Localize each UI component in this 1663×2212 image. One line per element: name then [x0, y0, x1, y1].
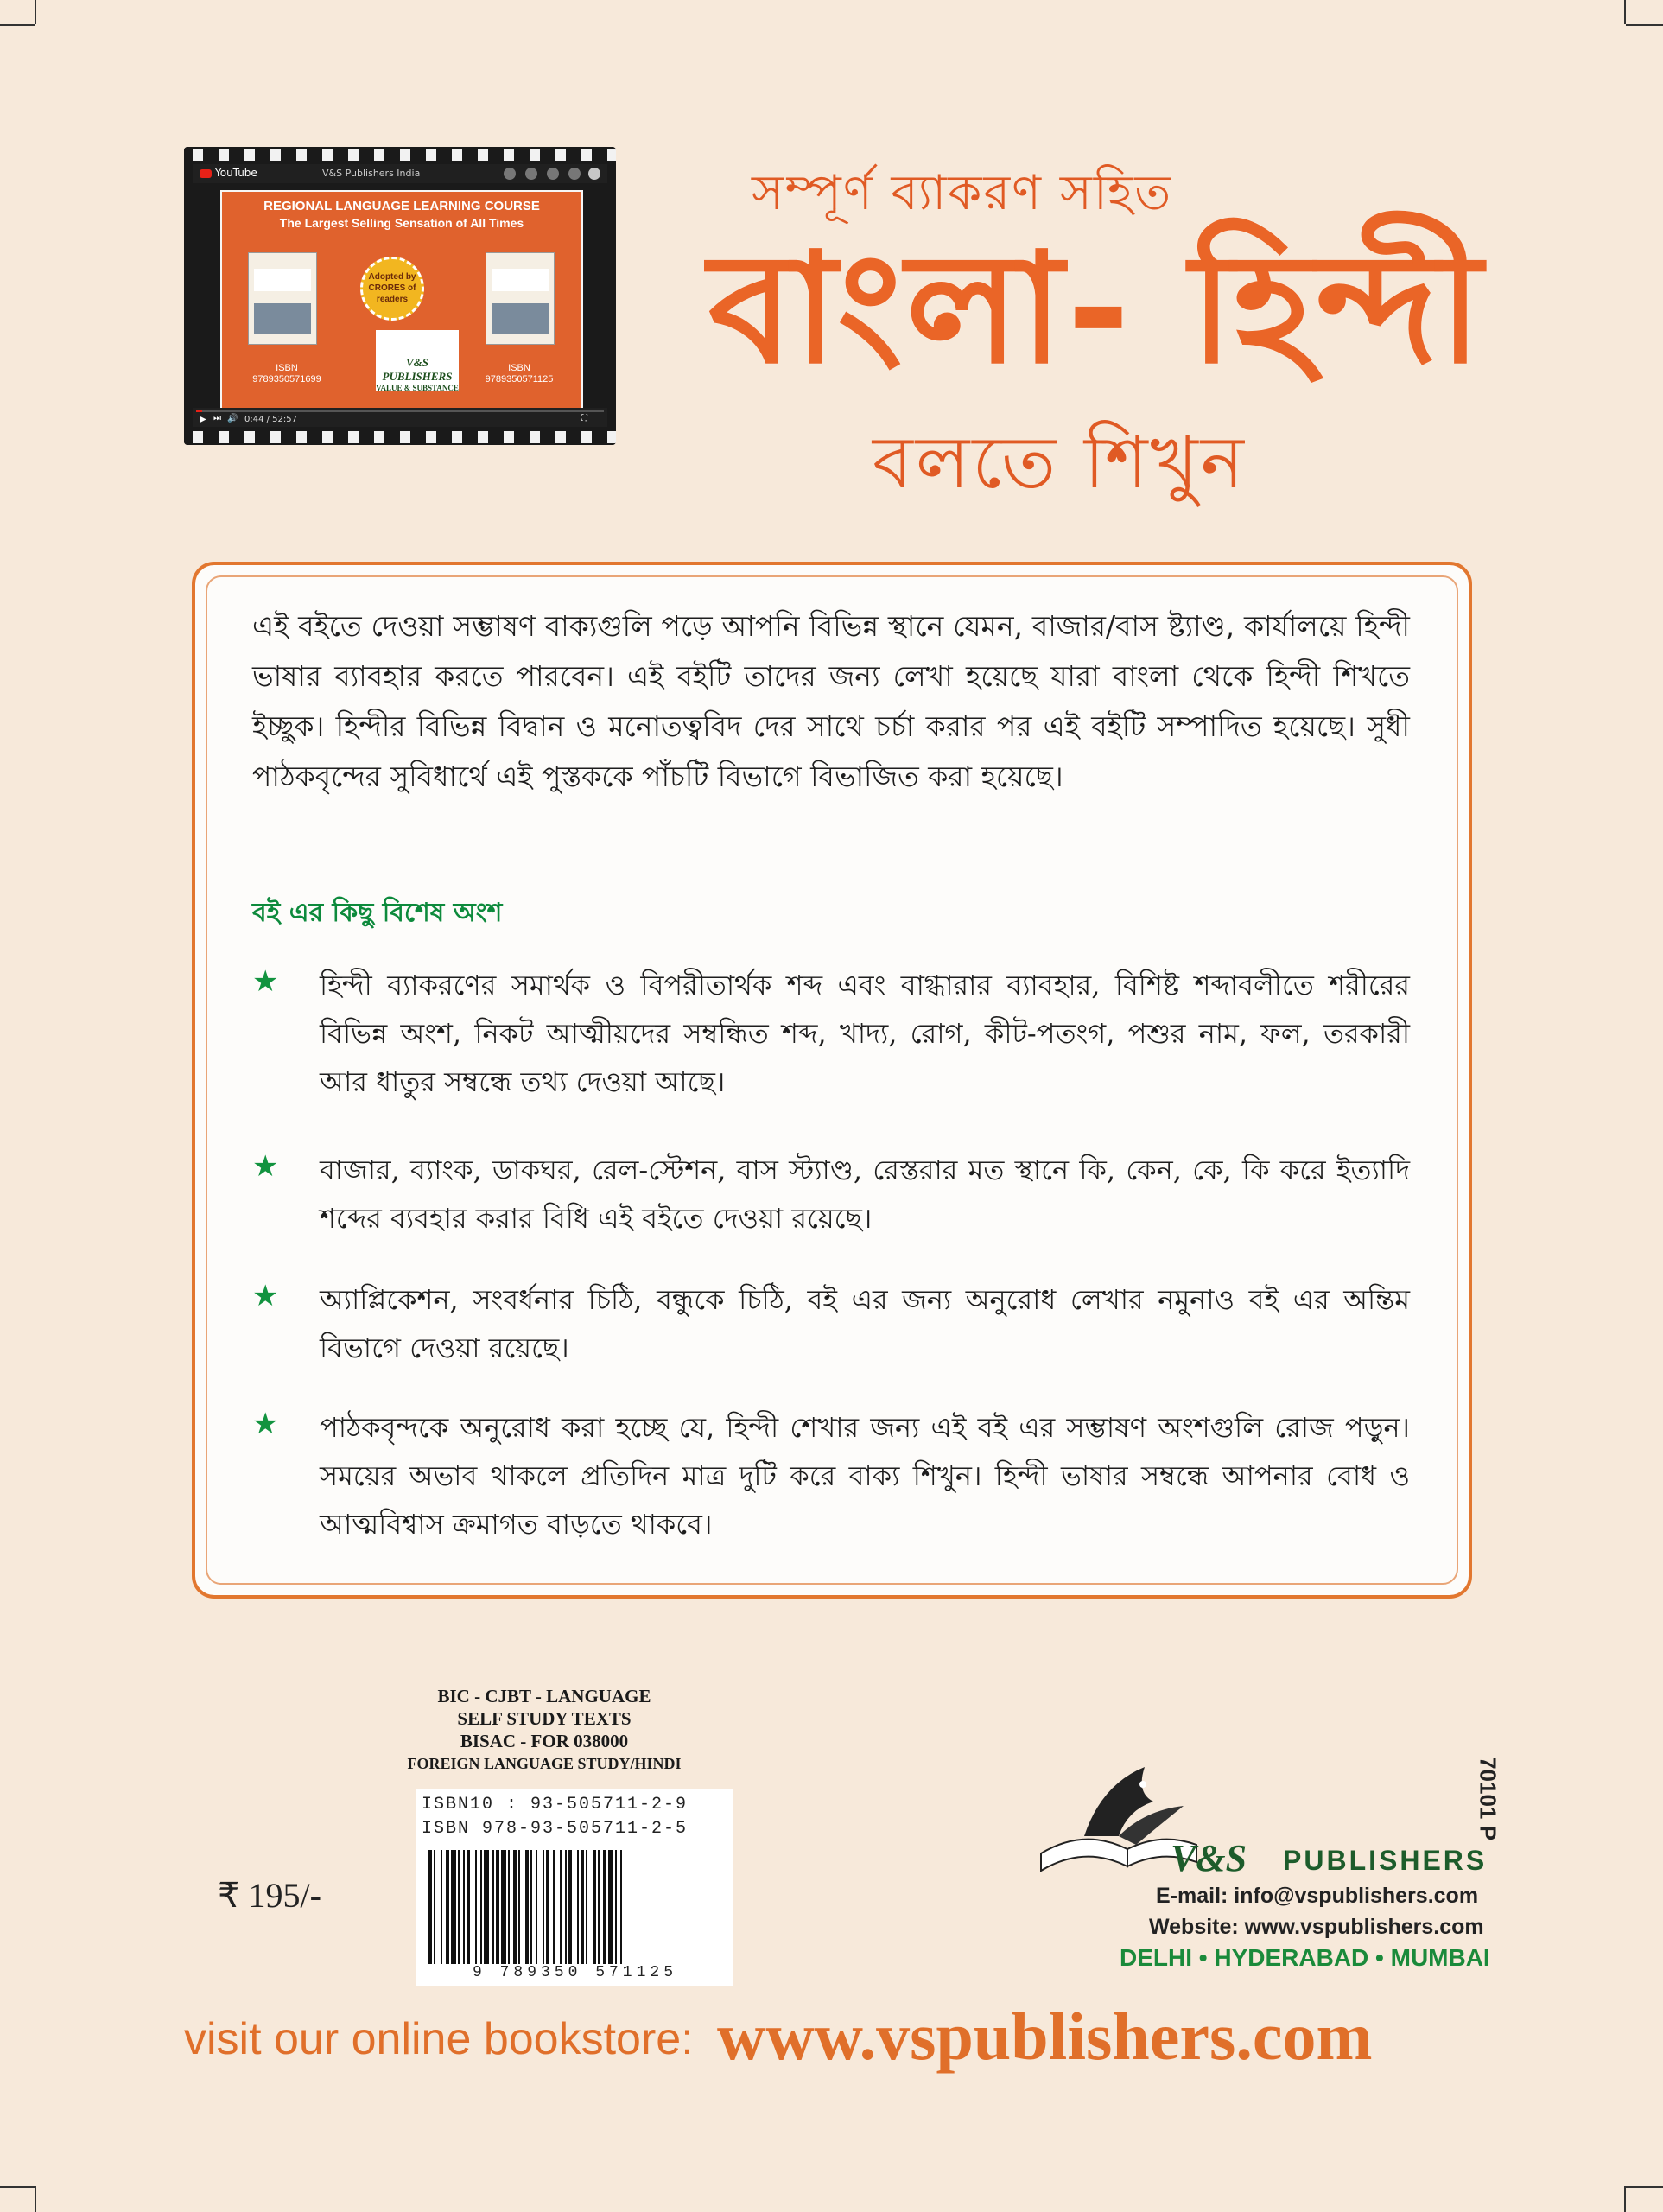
video-frame	[220, 190, 583, 411]
barcode-bar	[496, 1850, 499, 1964]
logo-line2: VALUE & SUBSTANCE	[376, 384, 459, 392]
barcode-bar	[451, 1850, 456, 1964]
barcode-bar	[568, 1850, 572, 1964]
youtube-top-bar	[193, 164, 607, 183]
video-controls[interactable]	[193, 408, 607, 427]
isbn-left	[248, 363, 326, 385]
video-thumbnail[interactable]	[184, 147, 616, 445]
video-time: 0:44 / 52:57	[244, 415, 298, 424]
youtube-label: YouTube	[215, 167, 257, 179]
logo-publishers: PUBLISHERS	[1283, 1845, 1488, 1876]
barcode-digits: 9 789350 571125	[472, 1964, 678, 1981]
crop-mark	[1626, 2186, 1663, 2188]
intro-paragraph: এই বইতে দেওয়া সম্ভাষণ বাক্যগুলি পড়ে আপনি বিভিন্ন স্থানে যেমন, বাজার/বাস ষ্ট্যাণ্ড, কার্যালয়ে হিন্দী ভাষার ব্যাবহার করতে পারবেন। এই বইটি তাদের জন্য লেখা হয়েছে যারা বাংলা থেকে হিন্দী শিখতে ইচ্ছুক। হিন্দীর বিভিন্ন বিদ্বান ও মনোতত্ববিদ দের সাথে চর্চা করার পর এই বইটি সম্পাদিত হয়েছে। সুধী পাঠকবৃন্দের সুবিধার্থে এই পুস্তককে পাঁচটি বিভাগে বিভাজিত করা হয়েছে।	[252, 609, 1410, 793]
star-icon: ★	[252, 964, 279, 999]
film-perforation	[184, 431, 616, 443]
barcode-bar	[434, 1850, 435, 1964]
classification-line: SELF STUDY TEXTS	[457, 1708, 632, 1729]
publisher-email: E-mail: info@vspublishers.com	[1156, 1884, 1479, 1908]
barcode-bar	[525, 1850, 529, 1964]
book-title-block	[254, 269, 311, 291]
star-icon: ★	[252, 1149, 279, 1184]
barcode-bar	[463, 1850, 465, 1964]
barcode-bar	[560, 1850, 562, 1964]
barcode-bar	[475, 1850, 477, 1964]
book-cover-bangla	[486, 252, 555, 345]
visit-label: visit our online bookstore:	[184, 2014, 694, 2064]
video-heading: REGIONAL LANGUAGE LEARNING COURSE	[263, 199, 540, 213]
barcode-bar	[553, 1850, 555, 1964]
isbn13: ISBN 978-93-505711-2-5	[422, 1819, 689, 1839]
volume-icon[interactable]: 🔊	[227, 414, 238, 423]
publisher-website: Website: www.vspublishers.com	[1149, 1915, 1484, 1939]
barcode-bar	[536, 1850, 537, 1964]
barcode	[425, 1850, 727, 1964]
logo-vs: V&S	[1171, 1837, 1247, 1879]
title-main: বাংলা- হিন্দী	[708, 220, 1486, 397]
title-top: সম্পূর্ণ ব্যাকরণ সহিত	[752, 165, 1173, 221]
barcode-bar	[441, 1850, 442, 1964]
barcode-bar	[446, 1850, 449, 1964]
crop-mark	[0, 24, 35, 26]
store-url: www.vspublishers.com	[717, 1999, 1373, 2074]
isbn-right-value: 9789350571125	[485, 374, 554, 385]
feature-text: হিন্দী ব্যাকরণের সমার্থক ও বিপরীতার্থক শব্দ এবং বাগ্ধারার ব্যাবহার, বিশিষ্ট শব্দাবলীতে শরীরের বিভিন্ন অংশ, নিকট আত্মীয়দের সম্বন্ধিত শব্দ, খাদ্য, রোগ, কীট-পতংগ, পশুর নাম, ফল, তরকারী আর ধাতুর সম্বন্ধে তথ্য দেওয়া আছে।	[320, 969, 1410, 1098]
barcode-bar	[577, 1850, 579, 1964]
classification-line: BISAC - FOR 038000	[460, 1731, 629, 1751]
book-image-block	[492, 303, 549, 334]
book-title-block	[492, 269, 549, 291]
barcode-bar	[501, 1850, 506, 1964]
crop-mark	[1624, 0, 1626, 24]
star-icon: ★	[252, 1279, 279, 1313]
crop-mark	[0, 2186, 35, 2188]
barcode-bar	[603, 1850, 606, 1964]
barcode-bar	[530, 1850, 532, 1964]
barcode-bar	[598, 1850, 600, 1964]
chat-icon	[547, 168, 559, 180]
classification-block	[371, 1685, 717, 1775]
isbn-left-label: ISBN	[276, 363, 298, 373]
feature-text: বাজার, ব্যাংক, ডাকঘর, রেল-স্টেশন, বাস স্ট্যাণ্ড, রেস্তরার মত স্থানে কি, কেন, কে, কি করে ইত্যাদি শব্দের ব্যবহার করার বিধি এই বইতে দেওয়া রয়েছে।	[320, 1154, 1410, 1235]
barcode-bar	[543, 1850, 544, 1964]
description-box	[192, 562, 1472, 1599]
barcode-bar	[565, 1850, 567, 1964]
apps-icon	[525, 168, 537, 180]
book-image-block	[254, 303, 311, 334]
isbn-left-value: 9789350571699	[252, 374, 321, 385]
barcode-bar	[513, 1850, 517, 1964]
youtube-play-icon	[200, 169, 212, 178]
crop-mark	[1624, 2186, 1626, 2212]
barcode-bar	[467, 1850, 470, 1964]
isbn10: ISBN10 : 93-505711-2-9	[422, 1795, 689, 1815]
classification-line: BIC - CJBT - LANGUAGE	[437, 1686, 651, 1707]
youtube-logo	[200, 167, 257, 179]
play-icon[interactable]: ▶	[200, 415, 206, 424]
isbn-right	[478, 363, 561, 385]
barcode-bar	[484, 1850, 489, 1964]
classification-line: FOREIGN LANGUAGE STUDY/HINDI	[407, 1755, 682, 1772]
feature-text: পাঠকবৃন্দকে অনুরোধ করা হচ্ছে যে, হিন্দী শেখার জন্য এই বই এর সম্ভাষণ অংশগুলি রোজ পড়ুন। সময়ের অভাব থাকলে প্রতিদিন মাত্র দুটি করে বাক্য শিখুন। হিন্দী ভাষার সম্বন্ধে আপনার বোধ ও আত্মবিশ্বাস ক্রমাগত বাড়তে থাকবে।	[320, 1411, 1410, 1541]
barcode-bar	[586, 1850, 587, 1964]
barcode-bar	[615, 1850, 617, 1964]
barcode-bar	[458, 1850, 460, 1964]
channel-title: V&S Publishers India	[322, 168, 421, 179]
book-cover-hindi	[248, 252, 317, 345]
video-publisher-logo	[376, 330, 459, 391]
video-subheading: The Largest Selling Sensation of All Times	[279, 216, 524, 230]
badge-text: Adopted by CRORES of readers	[368, 272, 416, 304]
camera-icon	[504, 168, 516, 180]
avatar	[588, 168, 600, 180]
readers-badge	[360, 257, 424, 321]
publisher-cities: DELHI • HYDERABAD • MUMBAI	[1120, 1944, 1490, 1971]
barcode-bar	[581, 1850, 584, 1964]
logo-line1: V&S PUBLISHERS	[382, 356, 453, 383]
next-icon[interactable]: ⏭	[213, 414, 221, 423]
crop-mark	[1626, 24, 1663, 26]
product-code-text: 70101 P	[1475, 1757, 1501, 1840]
barcode-bar	[480, 1850, 482, 1964]
film-perforation	[184, 149, 616, 161]
isbn-right-label: ISBN	[508, 363, 530, 373]
video-progress-fill	[196, 410, 202, 412]
barcode-bar	[492, 1850, 494, 1964]
barcode-bar	[593, 1850, 596, 1964]
barcode-box	[416, 1789, 733, 1986]
barcode-bar	[546, 1850, 549, 1964]
fullscreen-icon[interactable]: ⛶	[581, 414, 587, 423]
price: ₹ 195/-	[218, 1876, 321, 1915]
barcode-bar	[518, 1850, 520, 1964]
bell-icon	[568, 168, 581, 180]
title-sub: বলতে শিখুন	[873, 420, 1247, 505]
barcode-bar	[608, 1850, 613, 1964]
star-icon: ★	[252, 1407, 279, 1441]
barcode-bar	[620, 1850, 622, 1964]
video-progress-bar[interactable]	[196, 410, 604, 412]
barcode-bar	[428, 1850, 432, 1964]
crop-mark	[35, 2186, 36, 2212]
barcode-bar	[508, 1850, 510, 1964]
features-heading: বই এর কিছু বিশেষ অংশ	[252, 898, 503, 928]
crop-mark	[35, 0, 36, 24]
feature-text: অ্যাপ্লিকেশন, সংবর্ধনার চিঠি, বন্ধুকে চিঠি, বই এর জন্য অনুরোধ লেখার নমুনাও বই এর অন্তিম বিভাগে দেওয়া রয়েছে।	[320, 1283, 1410, 1364]
